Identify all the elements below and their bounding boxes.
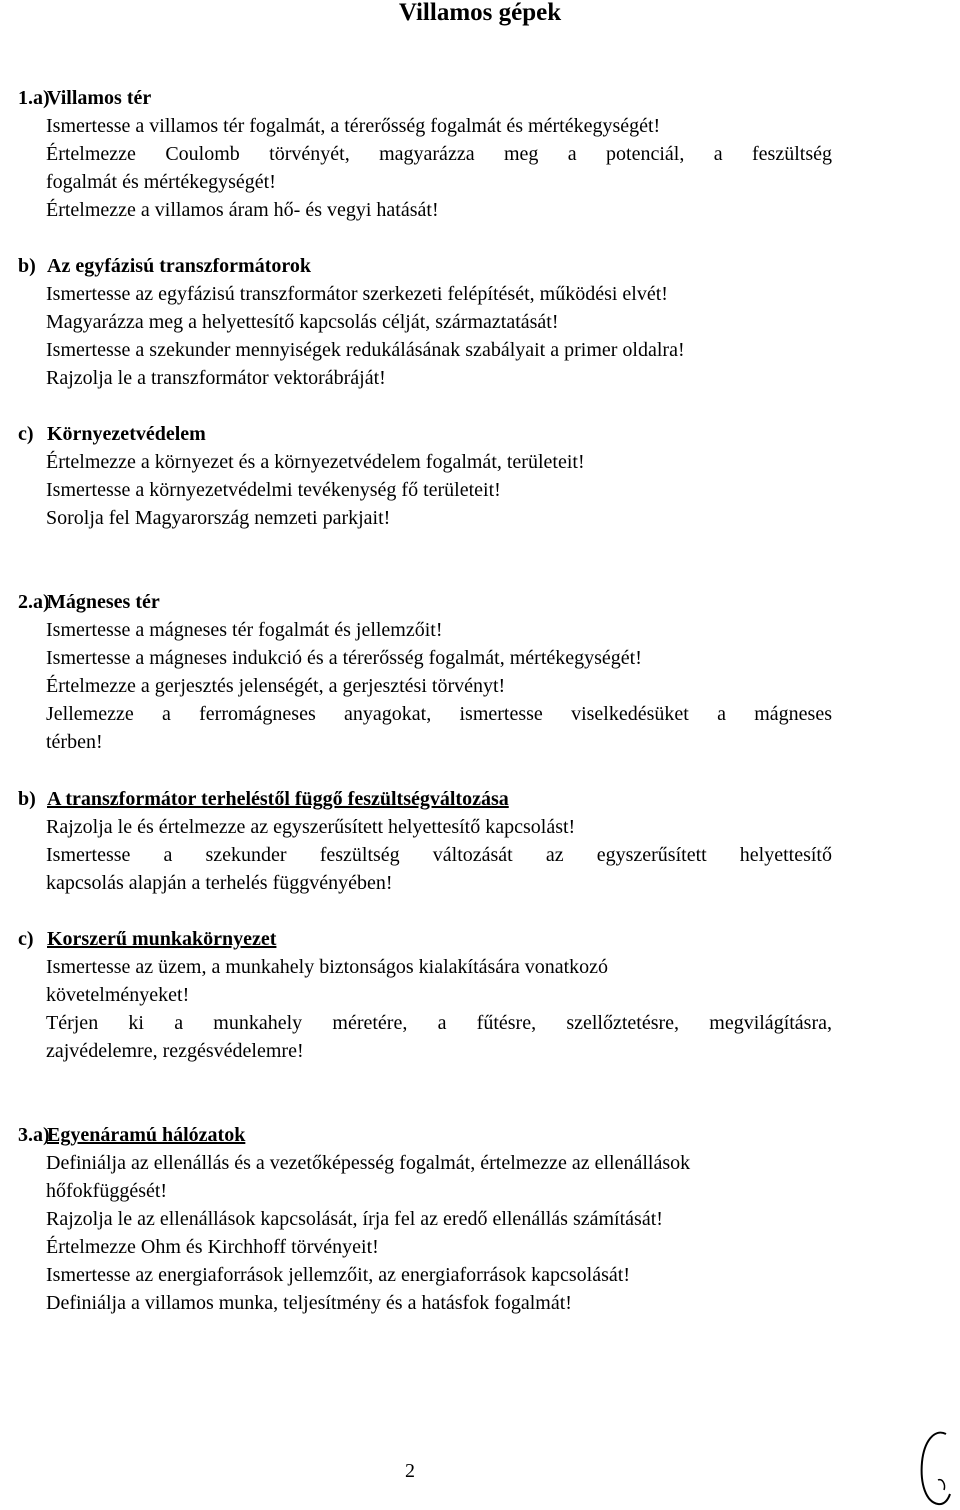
- section-label: b): [18, 788, 36, 810]
- text-line: Rajzolja le és értelmezze az egyszerűsített helyettesítő kapcsolást!: [46, 816, 576, 838]
- text-line: Térjen ki a munkahely méretére, a fűtésre, szellőztetésre, megvilágításra,: [46, 1012, 832, 1034]
- text-line: Jellemezze a ferromágneses anyagokat, ismertesse viselkedésüket a mágneses: [46, 703, 832, 725]
- section-body: [46, 280, 832, 392]
- text-line: Ismertesse az energiaforrások jellemzőit, az energiaforrások kapcsolását!: [46, 1264, 630, 1286]
- section: [0, 785, 960, 897]
- section-heading-text: Mágneses tér: [47, 591, 160, 613]
- section-label: 1.a): [18, 87, 50, 109]
- section-heading-text: Környezetvédelem: [47, 423, 206, 445]
- section-label: 2.a): [18, 591, 50, 613]
- text-line: Ismertesse az egyfázisú transzformátor szerkezeti felépítését, működési elvét!: [46, 283, 668, 305]
- section-heading-text: Egyenáramú hálózatok: [47, 1124, 246, 1146]
- section-label: b): [18, 255, 36, 277]
- text-line: Ismertesse a mágneses tér fogalmát és jellemzőit!: [46, 619, 443, 641]
- text-line: Magyarázza meg a helyettesítő kapcsolás célját, származtatását!: [46, 311, 559, 333]
- text-line: Definiálja az ellenállás és a vezetőképesség fogalmát, értelmezze az ellenállások: [46, 1152, 691, 1174]
- text-line: Definiálja a villamos munka, teljesítmény és a hatásfok fogalmát!: [46, 1292, 572, 1314]
- text-line: Értelmezze a környezet és a környezetvédelem fogalmát, területeit!: [46, 451, 585, 473]
- text-line: térben!: [46, 731, 103, 753]
- section: [0, 84, 960, 224]
- text-line: Ismertesse a mágneses indukció és a térerősség fogalmát, mértékegységét!: [46, 647, 642, 669]
- section-label: c): [18, 423, 34, 445]
- page-number: 2: [405, 1460, 415, 1482]
- text-line: követelményeket!: [46, 984, 190, 1006]
- text-line: Ismertesse a szekunder mennyiségek redukálásának szabályait a primer oldalra!: [46, 339, 685, 361]
- section: [0, 588, 960, 756]
- page-title: Villamos gépek: [398, 0, 562, 26]
- text-line: fogalmát és mértékegységét!: [46, 171, 276, 193]
- text-line: Értelmezze a villamos áram hő- és vegyi hatását!: [46, 199, 439, 221]
- text-line: hőfokfüggését!: [46, 1180, 168, 1202]
- text-line: Értelmezze Ohm és Kirchhoff törvényeit!: [46, 1236, 379, 1258]
- section-heading: [0, 588, 960, 616]
- section: [0, 420, 960, 532]
- section-body: [46, 448, 832, 532]
- section-heading: [0, 84, 960, 112]
- text-line: Értelmezze Coulomb törvényét, magyarázza meg a potenciál, a feszültség: [46, 143, 832, 165]
- section-body: [46, 616, 832, 756]
- section-heading-text: Az egyfázisú transzformátorok: [47, 255, 312, 277]
- text-line: Ismertesse a környezetvédelmi tevékenység fő területeit!: [46, 479, 501, 501]
- section-label: c): [18, 928, 34, 950]
- section-body: [46, 953, 832, 1065]
- section: [0, 252, 960, 392]
- text-line: kapcsolás alapján a terhelés függvényében!: [46, 872, 393, 894]
- section: [0, 925, 960, 1065]
- text-line: Értelmezze a gerjesztés jelenségét, a gerjesztési törvényt!: [46, 675, 506, 697]
- text-line: Ismertesse a szekunder feszültség változását az egyszerűsített helyettesítő: [46, 844, 832, 866]
- section-body: [46, 813, 832, 897]
- section-heading: [0, 1121, 960, 1149]
- text-line: Ismertesse az üzem, a munkahely biztonságos kialakítására vonatkozó: [46, 956, 609, 978]
- text-line: Ismertesse a villamos tér fogalmát, a térerősség fogalmát és mértékegységét!: [46, 115, 661, 137]
- text-line: Rajzolja le az ellenállások kapcsolását, írja fel az eredő ellenállás számítását!: [46, 1208, 663, 1230]
- section-label: 3.a): [18, 1124, 50, 1146]
- text-line: Sorolja fel Magyarország nemzeti parkjait!: [46, 507, 391, 529]
- handwritten-signature: [916, 1428, 956, 1508]
- section-heading: [0, 925, 960, 953]
- text-line: zajvédelemre, rezgésvédelemre!: [46, 1040, 304, 1062]
- section-body: [46, 1149, 832, 1317]
- section-heading-text: Villamos tér: [47, 87, 152, 109]
- section: [0, 1121, 960, 1317]
- section-heading: [0, 420, 960, 448]
- text-line: Rajzolja le a transzformátor vektorábráját!: [46, 367, 386, 389]
- section-heading-text: A transzformátor terheléstől függő feszültségváltozása: [47, 788, 509, 810]
- section-heading: [0, 252, 960, 280]
- section-heading: [0, 785, 960, 813]
- section-body: [46, 112, 832, 224]
- section-heading-text: Korszerű munkakörnyezet: [47, 928, 277, 950]
